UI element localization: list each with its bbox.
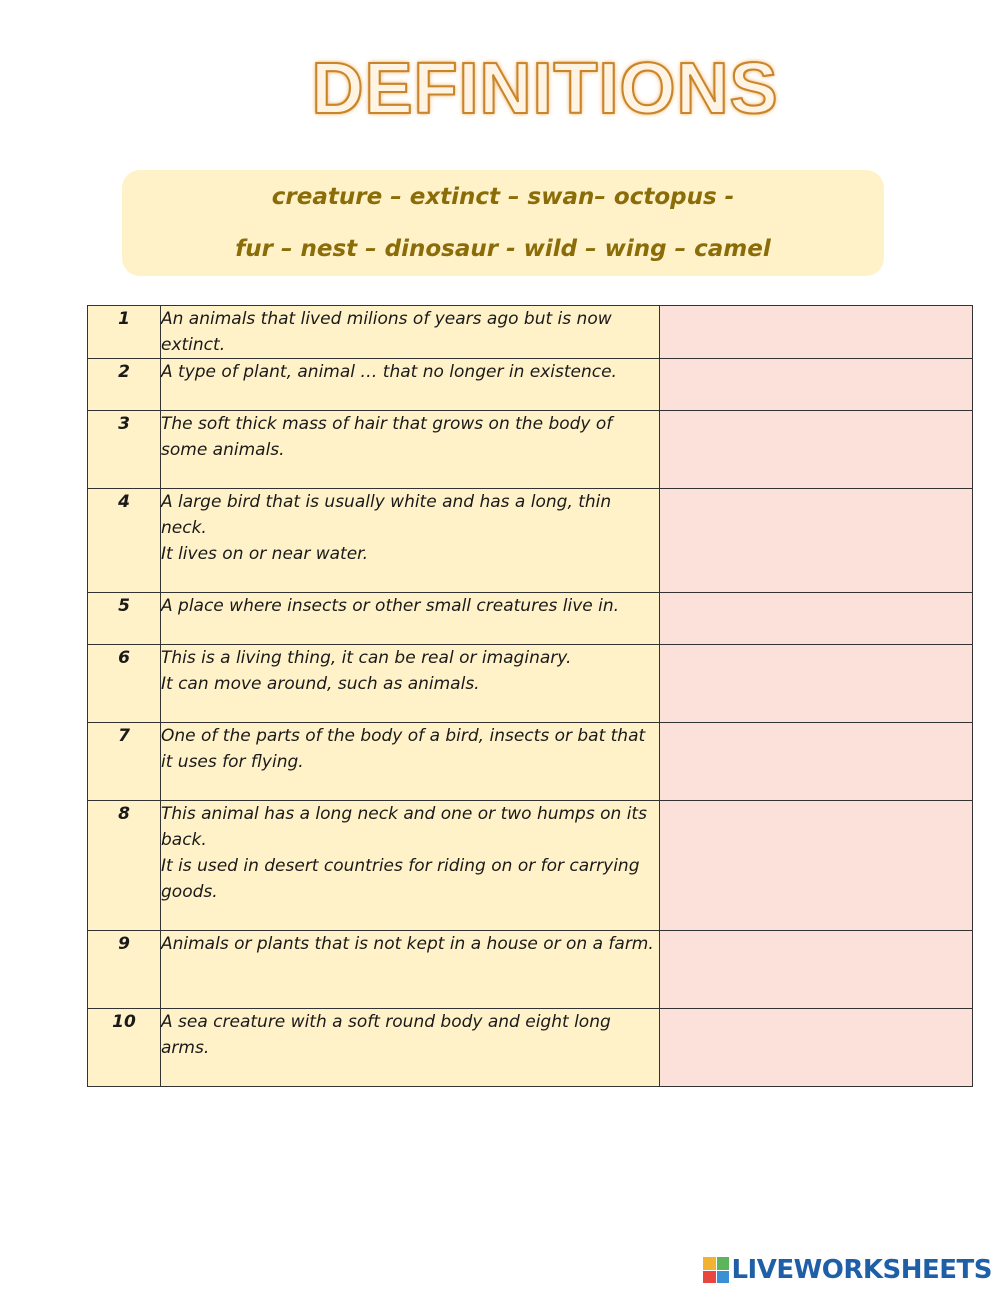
logo-text: LIVEWORKSHEETS	[731, 1255, 992, 1285]
answer-box[interactable]	[660, 489, 973, 593]
answer-box[interactable]	[660, 931, 973, 1009]
row-number: 8	[88, 801, 161, 931]
table-row	[88, 306, 973, 359]
answer-box[interactable]	[660, 723, 973, 801]
definition-line: An animals that lived milions of years ago but is now extinct.	[161, 309, 612, 355]
row-number: 3	[88, 411, 161, 489]
table-row	[88, 801, 973, 931]
table-row	[88, 489, 973, 593]
definition-line: A large bird that is usually white and has a long, thin neck.	[161, 492, 612, 538]
row-number: 7	[88, 723, 161, 801]
definition-text	[161, 359, 660, 411]
table-row	[88, 931, 973, 1009]
row-number: 6	[88, 645, 161, 723]
definition-text	[161, 306, 660, 359]
definition-text	[161, 645, 660, 723]
definition-line: This animal has a long neck and one or two humps on its back.	[161, 804, 647, 850]
definition-line: One of the parts of the body of a bird, insects or bat that it uses for flying.	[161, 726, 646, 772]
definition-text	[161, 723, 660, 801]
answer-box[interactable]	[660, 645, 973, 723]
answer-box[interactable]	[660, 306, 973, 359]
definition-line: A sea creature with a soft round body and eight long arms.	[161, 1012, 611, 1058]
row-number: 2	[88, 359, 161, 411]
table-row	[88, 723, 973, 801]
liveworksheets-logo-icon	[703, 1257, 729, 1283]
definition-text	[161, 801, 660, 931]
row-number: 5	[88, 593, 161, 645]
word-bank-line-2: fur – nest – dinosaur - wild – wing – camel	[235, 236, 771, 262]
logo-square	[717, 1271, 730, 1284]
definition-text	[161, 489, 660, 593]
table-row	[88, 1009, 973, 1087]
definition-line: A place where insects or other small creatures live in.	[161, 596, 620, 616]
answer-box[interactable]	[660, 359, 973, 411]
definition-line: This is a living thing, it can be real or imaginary.	[161, 648, 572, 668]
table-row	[88, 593, 973, 645]
definition-line: Animals or plants that is not kept in a house or on a farm.	[161, 934, 654, 954]
table-row	[88, 411, 973, 489]
table-row	[88, 359, 973, 411]
definition-line: It can move around, such as animals.	[161, 674, 480, 694]
definition-line: The soft thick mass of hair that grows on the body of some animals.	[161, 414, 613, 460]
answer-box[interactable]	[660, 801, 973, 931]
answer-box[interactable]	[660, 411, 973, 489]
row-number: 4	[88, 489, 161, 593]
definition-line: It lives on or near water.	[161, 544, 369, 564]
logo-square	[717, 1257, 730, 1270]
footer-logo[interactable]	[703, 1255, 992, 1285]
table-row	[88, 645, 973, 723]
answer-box[interactable]	[660, 1009, 973, 1087]
definition-text	[161, 593, 660, 645]
definition-line: A type of plant, animal … that no longer in existence.	[161, 362, 617, 382]
definition-text	[161, 411, 660, 489]
row-number: 9	[88, 931, 161, 1009]
definition-line: It is used in desert countries for riding on or for carrying goods.	[161, 856, 640, 902]
word-bank-line-1: creature – extinct – swan– octopus -	[271, 184, 735, 210]
word-bank	[122, 170, 884, 276]
page-title: DEFINITIONS	[311, 49, 779, 129]
definition-text	[161, 1009, 660, 1087]
logo-square	[703, 1271, 716, 1284]
row-number: 10	[88, 1009, 161, 1087]
definition-text	[161, 931, 660, 1009]
row-number: 1	[88, 306, 161, 359]
definitions-table	[87, 305, 973, 1087]
answer-box[interactable]	[660, 593, 973, 645]
logo-square	[703, 1257, 716, 1270]
